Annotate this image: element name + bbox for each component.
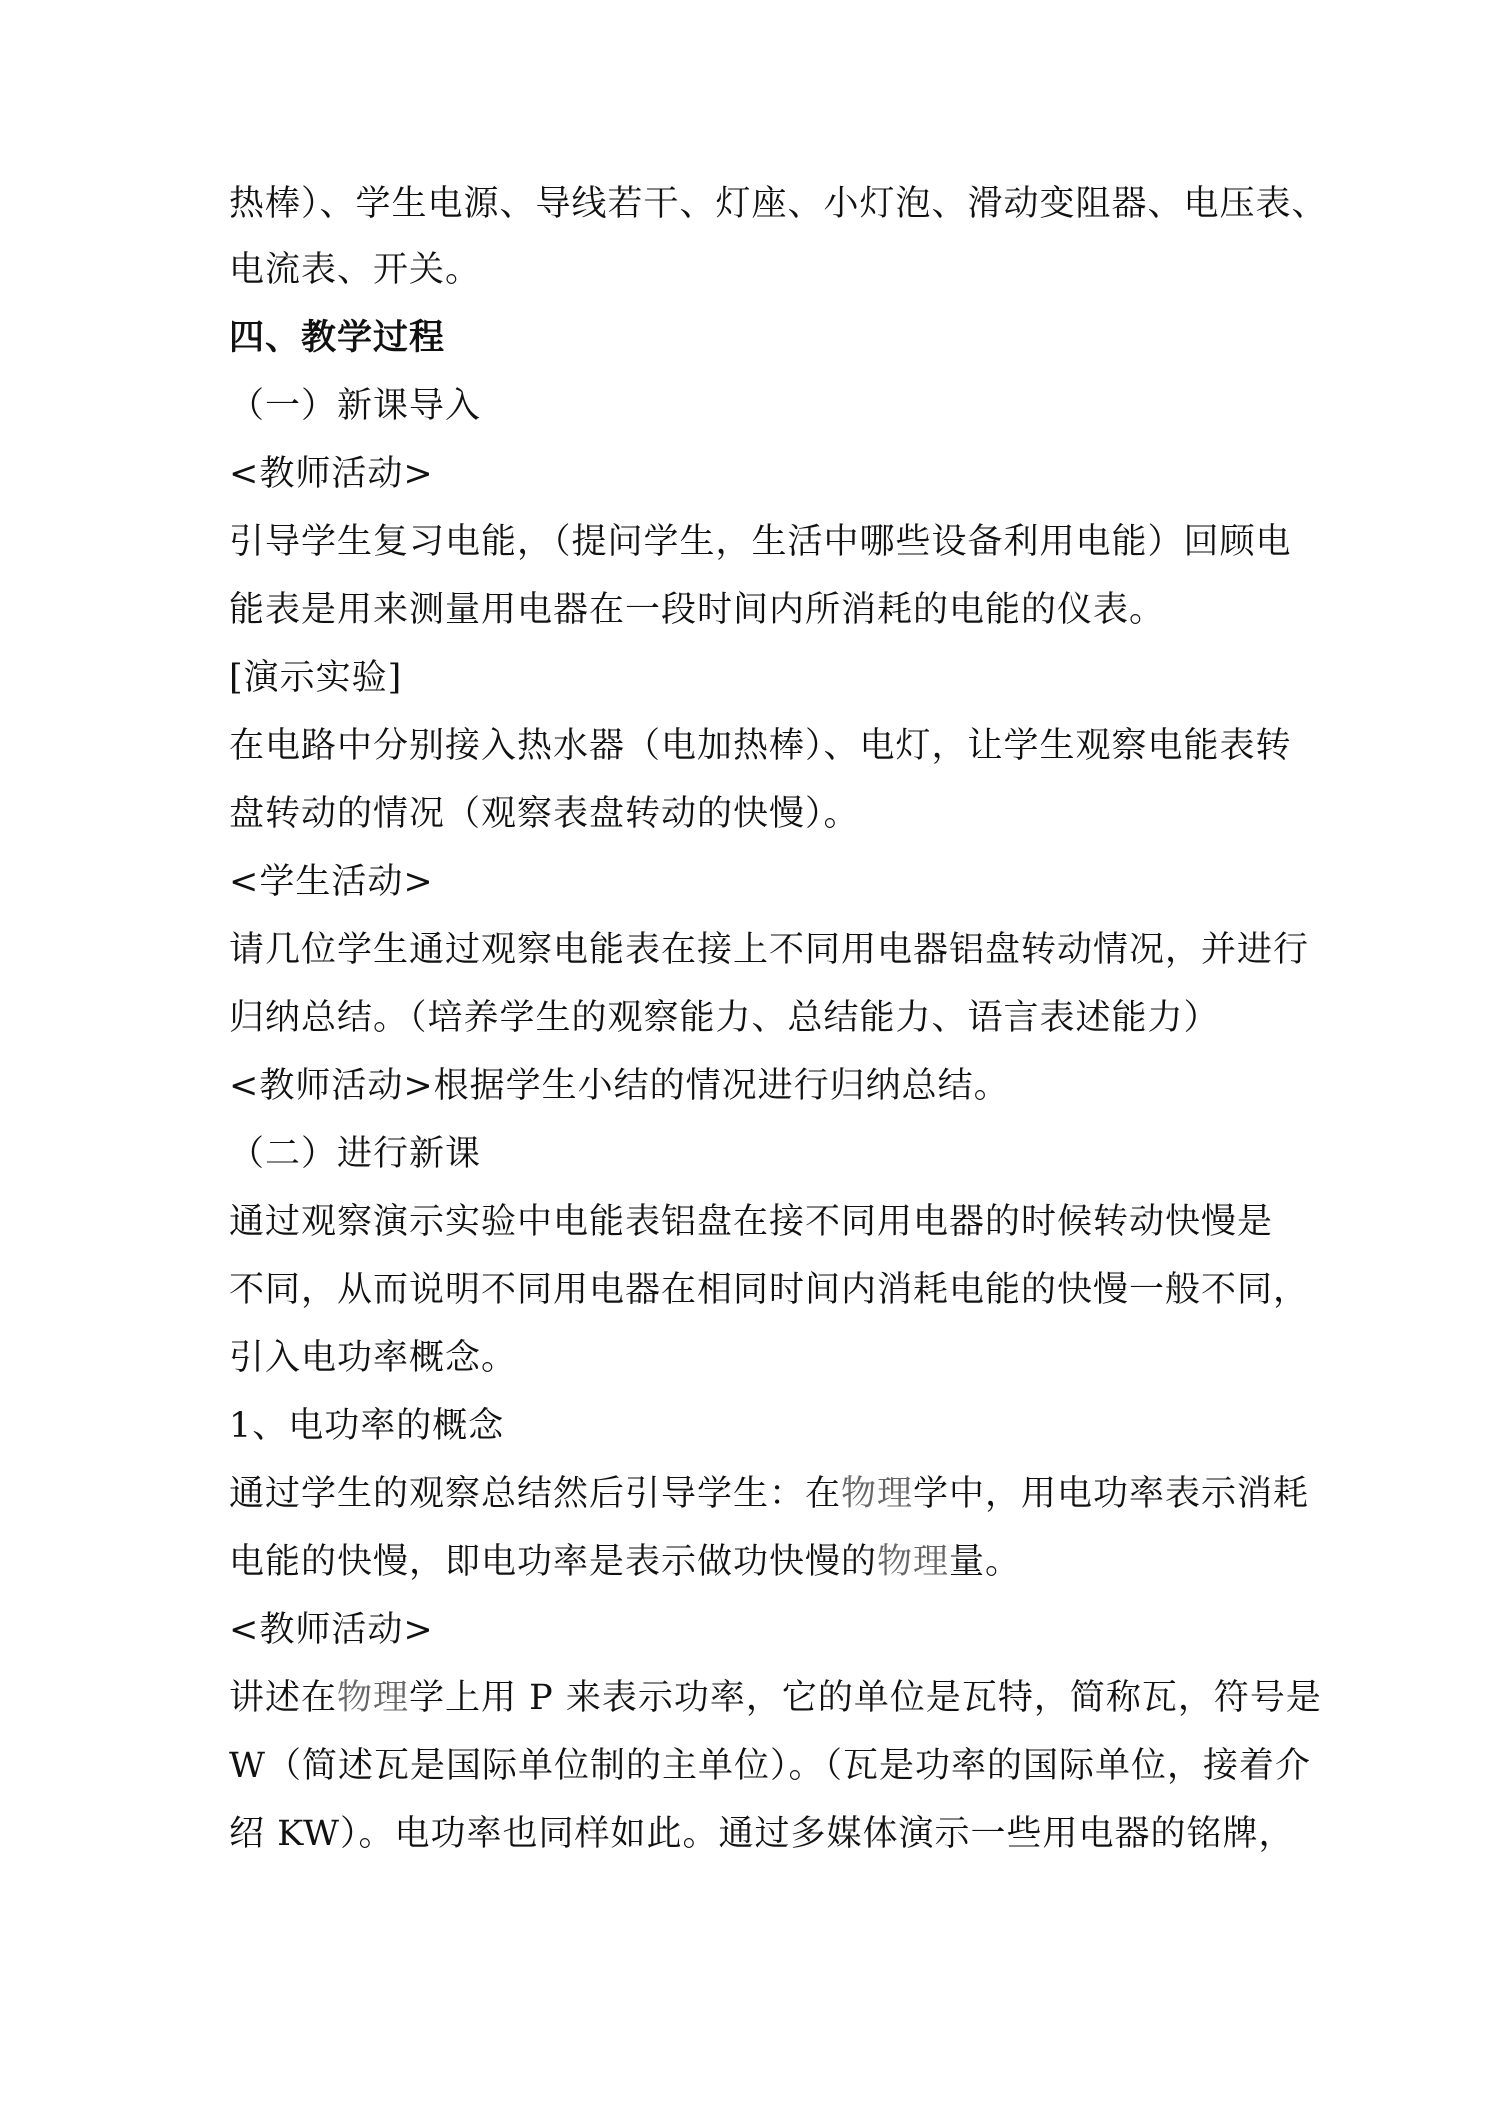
text-line xyxy=(229,1540,1021,1584)
text-line: <教师活动>根据学生小结的情况进行归纳总结。 xyxy=(229,1066,1010,1106)
text-line xyxy=(229,1676,1322,1720)
text-line: 归纳总结。（培养学生的观察能力、总结能力、语言表述能力） xyxy=(229,998,1220,1038)
text-segment: 通过学生的观察总结然后引导学生：在 xyxy=(229,1474,842,1514)
text-line: 不同，从而说明不同用电器在相同时间内消耗电能的快慢一般不同， xyxy=(229,1270,1310,1310)
text-segment: 电能的快慢，即电功率是表示做功快慢的 xyxy=(229,1542,878,1582)
activity-label: <教师活动> xyxy=(229,454,434,494)
subsection-heading: （二）进行新课 xyxy=(229,1134,482,1174)
section-heading: 四、教学过程 xyxy=(229,317,446,358)
activity-label: [演示实验] xyxy=(229,658,403,698)
highlighted-term: 物理 xyxy=(841,1474,914,1514)
text-line: 引入电功率概念。 xyxy=(229,1338,518,1378)
highlighted-term: 物理 xyxy=(337,1678,410,1718)
text-line: 能表是用来测量用电器在一段时间内所消耗的电能的仪表。 xyxy=(229,590,1166,630)
text-line: 引导学生复习电能，（提问学生，生活中哪些设备利用电能）回顾电 xyxy=(229,522,1292,562)
text-line: 请几位学生通过观察电能表在接上不同用电器铝盘转动情况，并进行 xyxy=(229,930,1310,970)
text-line: 绍 KW）。电功率也同样如此。通过多媒体演示一些用电器的铭牌， xyxy=(229,1814,1295,1854)
text-segment: 学中，用电功率表示消耗 xyxy=(913,1474,1310,1514)
text-line: 通过观察演示实验中电能表铝盘在接不同用电器的时候转动快慢是 xyxy=(229,1202,1274,1242)
activity-label: <学生活动> xyxy=(229,862,434,902)
text-line xyxy=(229,1472,1309,1516)
text-line: W（简述瓦是国际单位制的主单位）。（瓦是功率的国际单位，接着介 xyxy=(229,1746,1311,1786)
text-line: 盘转动的情况（观察表盘转动的快慢）。 xyxy=(229,794,860,834)
text-segment: 讲述在 xyxy=(229,1678,338,1718)
highlighted-term: 物理 xyxy=(877,1542,950,1582)
text-line: 在电路中分别接入热水器（电加热棒）、电灯，让学生观察电能表转 xyxy=(229,726,1292,766)
text-segment: 量。 xyxy=(949,1542,1022,1582)
activity-label: <教师活动> xyxy=(229,1610,434,1650)
subsection-heading: （一）新课导入 xyxy=(229,386,482,426)
text-line: 电流表、开关。 xyxy=(229,250,482,290)
text-segment: 学上用 P 来表示功率，它的单位是瓦特，简称瓦，符号是 xyxy=(409,1678,1322,1718)
text-line: 热棒）、学生电源、导线若干、灯座、小灯泡、滑动变阻器、电压表、 xyxy=(229,184,1328,224)
numbered-heading: 1、电功率的概念 xyxy=(229,1406,505,1446)
